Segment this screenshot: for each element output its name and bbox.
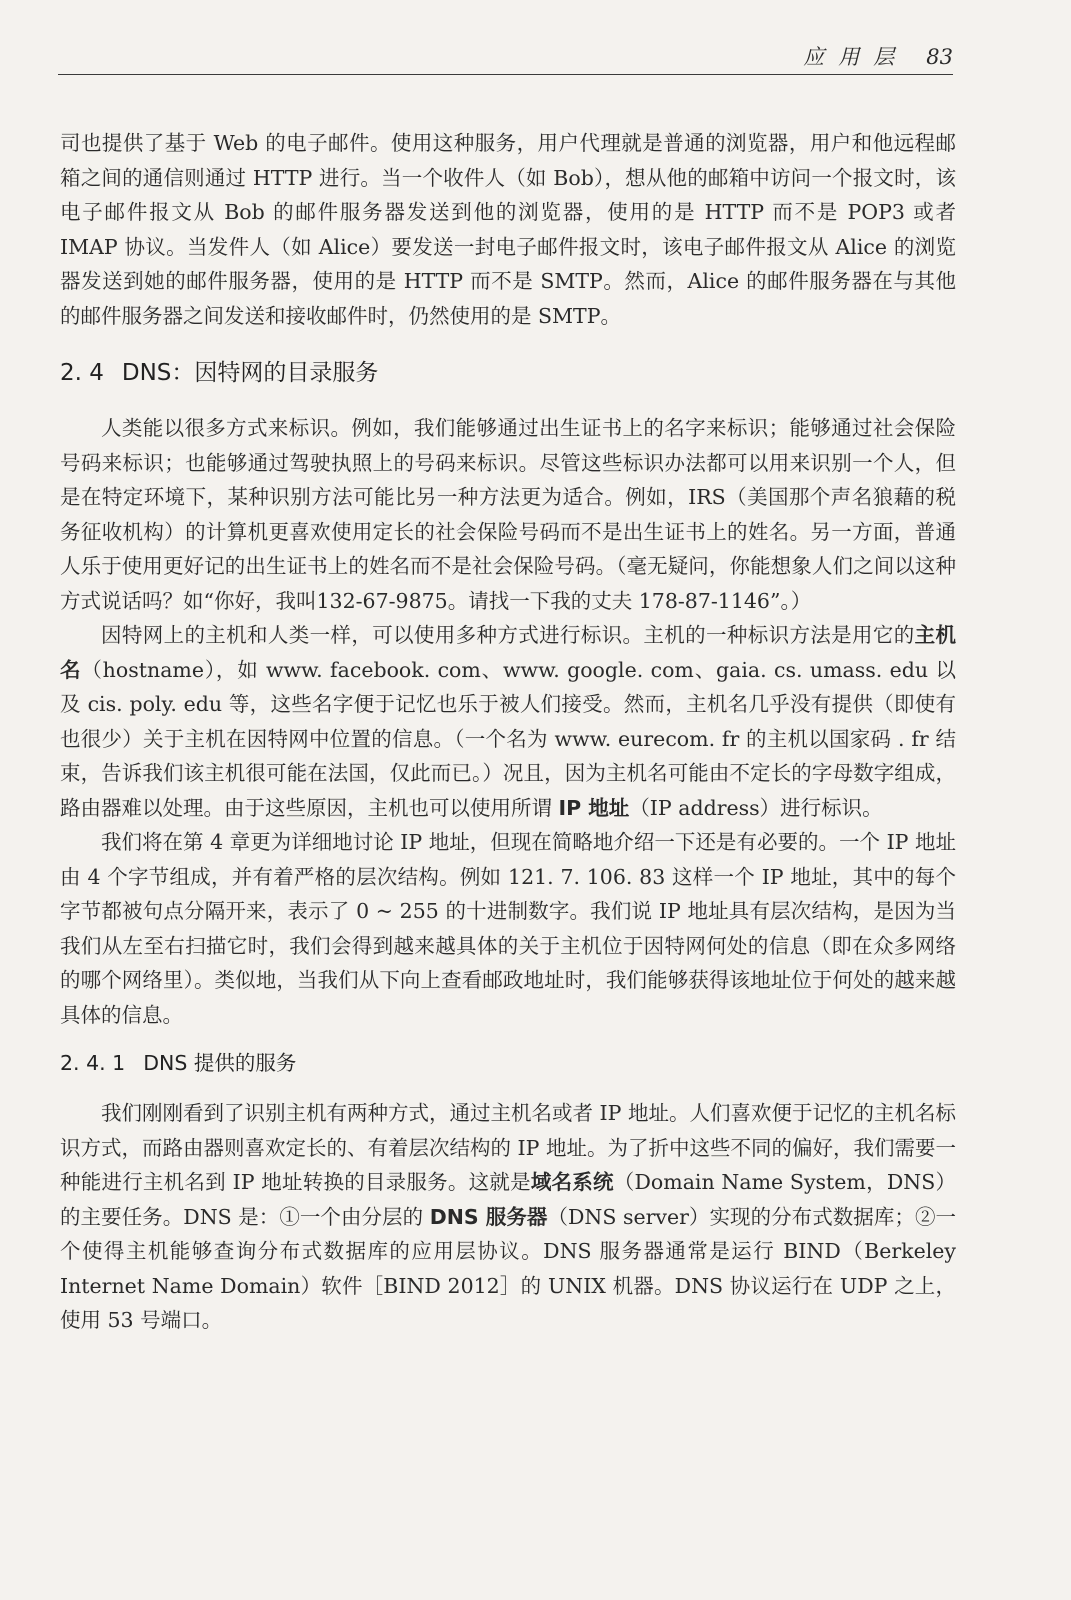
paragraph-text: 因特网上的主机和人类一样，可以使用多种方式进行标识。主机的一种标识方法是用它的 <box>101 623 915 647</box>
paragraph-text: （Domain Name System，DNS）的主要任务。DNS 是：①一个由分层的 <box>60 1170 956 1229</box>
page-number: 83 <box>926 45 953 69</box>
term-domain-name-system: 域名系统 <box>530 1170 614 1194</box>
running-title: 应用层 <box>803 45 909 69</box>
paragraph-human-identifiers: 人类能以很多方式来标识。例如，我们能够通过出生证书上的名字来标识；能够通过社会保险号码来标识；也能够通过驾驶执照上的号码来标识。尽管这些标识办法都可以用来识别一个人，但是在特定环境下，某种识别方法可能比另一种方法更为适合。例如，IRS（美国那个声名狼藉的税务征收机构）的计算机更喜欢使用定长的社会保险号码而不是出生证书上的姓名。另一方面，普通人乐于使用更好记的出生证书上的姓名而不是社会保险号码。（毫无疑问，你能想象人们之间以这种方式说话吗？如“你好，我叫132-67-9875。请找一下我的丈夫 178-87-1146”。） <box>60 416 956 613</box>
paragraph-ip-address: 我们将在第 4 章更为详细地讨论 IP 地址，但现在简略地介绍一下还是有必要的。一个 IP 地址由 4 个字节组成，并有着严格的层次结构。例如 121. 7. 106. 83 这样一个 IP 地址，其中的每个字节都被句点分隔开来，表示了 0 ~ 255 的十进制数字。我们说 IP 地址具有层次结构，是因为当我们从左至右扫描它时，我们会得到越来越具体的关于主机位于因特网何处的信息（即在众多网络的哪个网络里）。类似地，当我们从下向上查看邮政地址时，我们能够获得该地址位于何处的越来越具体的信息。 <box>60 830 956 1027</box>
term-ip-address: IP 地址 <box>558 795 630 820</box>
paragraph-dns-services <box>60 1096 956 1338</box>
paragraph-web-email: 司也提供了基于 Web 的电子邮件。使用这种服务，用户代理就是普通的浏览器，用户和他远程邮箱之间的通信则通过 HTTP 进行。当一个收件人（如 Bob），想从他的邮箱中访问一个报文时，该电子邮件报文从 Bob 的邮件服务器发送到他的浏览器，使用的是 HTTP 而不是 POP3 或者 IMAP 协议。当发件人（如 Alice）要发送一封电子邮件报文时，该电子邮件报文从 Alice 的浏览器发送到她的邮件服务器，使用的是 HTTP 而不是 SMTP。然而，Alice 的邮件服务器在与其他的邮件服务器之间发送和接收邮件时，仍然使用的是 SMTP。 <box>60 131 956 328</box>
section-heading-2-4 <box>60 355 956 391</box>
section-heading-2-4-1 <box>60 1046 956 1080</box>
subsection-title: DNS 提供的服务 <box>143 1051 297 1075</box>
section-title: DNS：因特网的目录服务 <box>121 360 379 386</box>
section-number: 2. 4 <box>60 360 104 386</box>
paragraph-text: 我们刚刚看到了识别主机有两种方式，通过主机名或者 IP 地址。人们喜欢便于记忆的主机名标识方式，而路由器则喜欢定长的、有着层次结构的 IP 地址。为了折中这些不同的偏好，我们需要一种能进行主机名到 IP 地址转换的目录服务。这就是 <box>60 1101 956 1194</box>
subsection-number: 2. 4. 1 <box>60 1051 126 1075</box>
paragraph-text: （hostname），如 www. facebook. com、www. google. com、gaia. cs. umass. edu 以及 cis. poly. edu 等，这些名字便于记忆也乐于被人们接受。然而，主机名几乎没有提供（即使有也很少）关于主机在因特网中位置的信息。（一个名为 www. eurecom. fr 的主机以国家码 . fr 结束，告诉我们该主机很可能在法国，仅此而已。）况且，因为主机名可能由不定长的字母数字组成，路由器难以处理。由于这些原因，主机也可以使用所谓 <box>60 657 956 820</box>
body-text <box>60 126 956 1338</box>
paragraph-hostname <box>60 618 956 825</box>
term-dns-server: DNS 服务器 <box>429 1204 548 1229</box>
paragraph-text: （IP address）进行标识。 <box>629 795 883 820</box>
running-header <box>58 40 953 75</box>
paragraph-text: （DNS server）实现的分布式数据库；②一个使得主机能够查询分布式数据库的应用层协议。DNS 服务器通常是运行 BIND（Berkeley Internet Name Domain）软件［BIND 2012］的 UNIX 机器。DNS 协议运行在 UDP 之上，使用 53 号端口。 <box>60 1204 956 1332</box>
term-hostname: 主机名 <box>60 623 957 682</box>
